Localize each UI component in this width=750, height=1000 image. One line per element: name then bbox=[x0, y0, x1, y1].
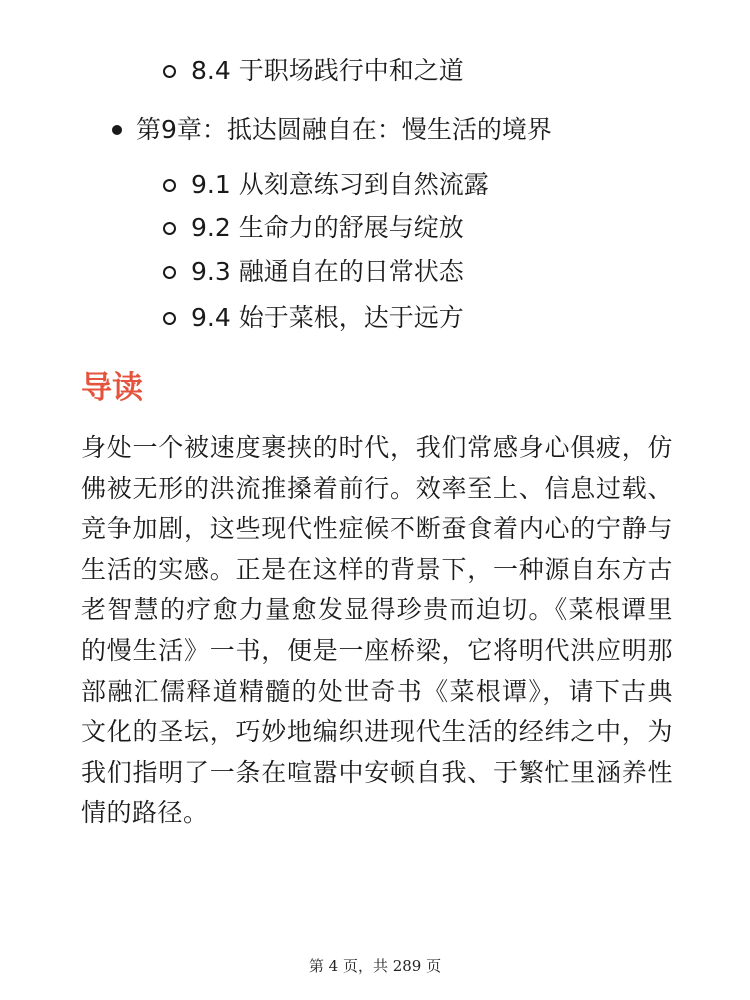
intro-paragraph: 身处一个被速度裹挟的时代，我们常感身心俱疲，仿佛被无形的洪流推搡着前行。效率至上、信息过载、竞争加剧，这些现代性症候不断蚕食着内心的宁静与生活的实感。正是在这样的背景下，一种源自东方古老智慧的疗愈力量愈发显得珍贵而迫切。《菜根谭里的慢生活》一书，便是一座桥梁，它将明代洪应明那部融汇儒释道精髓的处世奇书《菜根谭》，请下古典文化的圣坛，巧妙地编织进现代生活的经纬之中，为我们指明了一条在喧嚣中安顿自我、于繁忙里涵养性情的路径。 bbox=[81, 433, 673, 828]
toc-subitem-8-4[interactable] bbox=[163, 51, 464, 91]
toc-subitem-9-3[interactable] bbox=[163, 252, 464, 292]
circle-bullet-icon bbox=[163, 179, 176, 192]
toc-subitem-label: 9.3 融通自在的日常状态 bbox=[191, 257, 464, 286]
circle-bullet-icon bbox=[163, 65, 176, 78]
toc-subitem-label: 9.1 从刻意练习到自然流露 bbox=[191, 170, 489, 199]
toc-chapter-9[interactable] bbox=[112, 109, 552, 151]
toc-subitem-9-1[interactable] bbox=[163, 165, 489, 205]
page-indicator: 第 4 页，共 289 页 bbox=[308, 957, 442, 975]
toc-subitem-9-2[interactable] bbox=[163, 208, 464, 248]
toc-chapter-label: 第9章：抵达圆融自在：慢生活的境界 bbox=[136, 115, 552, 144]
toc-subitem-label: 8.4 于职场践行中和之道 bbox=[191, 56, 464, 85]
circle-bullet-icon bbox=[163, 222, 176, 235]
disc-bullet-icon bbox=[112, 125, 122, 135]
circle-bullet-icon bbox=[163, 312, 176, 325]
section-heading: 导读 bbox=[81, 370, 143, 406]
toc-subitem-label: 9.2 生命力的舒展与绽放 bbox=[191, 213, 464, 242]
circle-bullet-icon bbox=[163, 266, 176, 279]
toc-subitem-label: 9.4 始于菜根，达于远方 bbox=[191, 303, 464, 332]
toc-subitem-9-4[interactable] bbox=[163, 298, 464, 338]
